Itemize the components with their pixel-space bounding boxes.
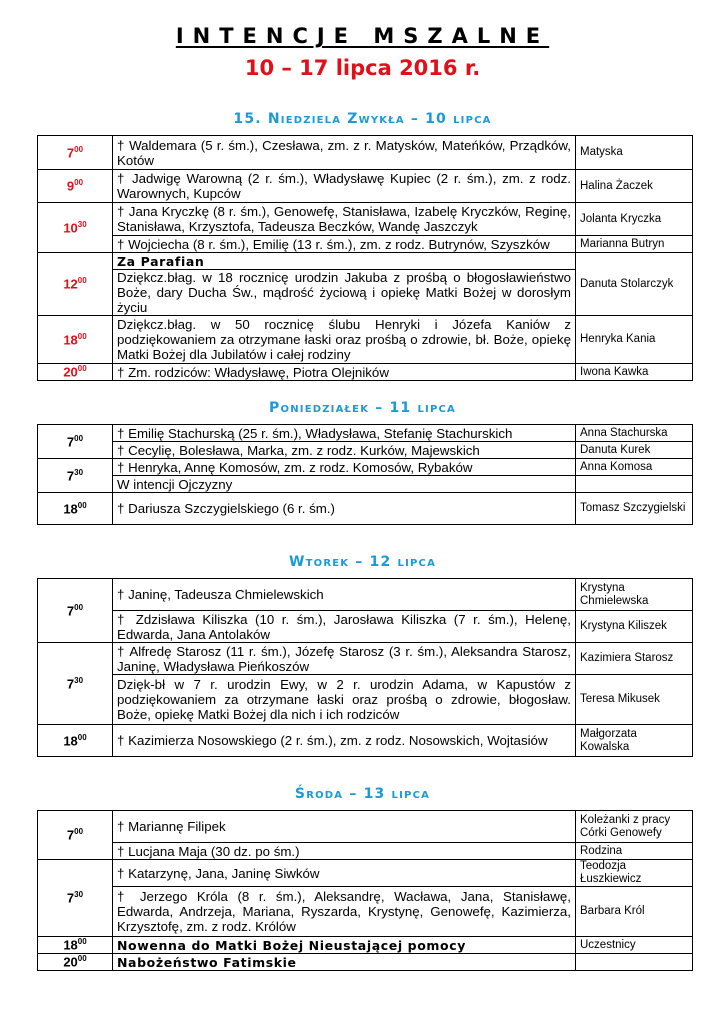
intention-text: Nabożeństwo Fatimskie bbox=[113, 954, 576, 971]
table-row bbox=[38, 725, 693, 757]
intention-text: Za Parafian bbox=[113, 253, 576, 270]
table-row bbox=[38, 459, 693, 476]
mass-time: $7^{00}$ bbox=[38, 136, 113, 170]
table-row bbox=[38, 860, 693, 887]
intention-text: † Kazimierza Nosowskiego (2 r. śm.), zm. z rodz. Nosowskich, Wojtasiów bbox=[113, 725, 576, 757]
mass-time: $18^{00}$ bbox=[38, 316, 113, 364]
requester-name: Danuta Kurek bbox=[576, 442, 693, 459]
mass-time: $20^{00}$ bbox=[38, 364, 113, 381]
section-heading-monday: Poniedziałek – 11 lipca bbox=[269, 400, 456, 416]
mass-time: $7^{30}$ bbox=[38, 459, 113, 493]
intention-text: † Waldemara (5 r. śm.), Czesława, zm. z r. Matysków, Mateńków, Prządków, Kotów bbox=[113, 136, 576, 170]
requester-name: Małgorzata Kowalska bbox=[576, 725, 693, 757]
table-row bbox=[38, 954, 693, 971]
table-row bbox=[38, 170, 693, 203]
intention-text: † Dariusza Szczygielskiego (6 r. śm.) bbox=[113, 493, 576, 525]
requester-name: Anna Komosa bbox=[576, 459, 693, 476]
mass-time: $18^{00}$ bbox=[38, 493, 113, 525]
requester-name: Marianna Butryn bbox=[576, 236, 693, 253]
requester-name: Jolanta Kryczka bbox=[576, 203, 693, 236]
table-row bbox=[38, 236, 693, 253]
mass-time: $7^{30}$ bbox=[38, 643, 113, 725]
table-row bbox=[38, 643, 693, 675]
requester-name: Halina Żaczek bbox=[576, 170, 693, 203]
intention-text: † Alfredę Starosz (11 r. śm.), Józefę Starosz (3 r. śm.), Aleksandra Starosz, Janinę, Władysława Pieńkoszów bbox=[113, 643, 576, 675]
table-row bbox=[38, 493, 693, 525]
requester-name: Barbara Król bbox=[576, 887, 693, 937]
table-row bbox=[38, 887, 693, 937]
intention-text: † Jadwigę Warowną (2 r. śm.), Władysławę Kupiec (2 r. śm.), zm. z rodz. Warownych, Kupców bbox=[113, 170, 576, 203]
intention-text: † Emilię Stachurską (25 r. śm.), Władysława, Stefanię Stachurskich bbox=[113, 425, 576, 442]
requester-name: Teresa Mikusek bbox=[576, 675, 693, 725]
requester-name bbox=[576, 954, 693, 971]
intention-text: † Lucjana Maja (30 dz. po śm.) bbox=[113, 843, 576, 860]
requester-name: Iwona Kawka bbox=[576, 364, 693, 381]
intention-text: † Henryka, Annę Komosów, zm. z rodz. Komosów, Rybaków bbox=[113, 459, 576, 476]
requester-name: Matyska bbox=[576, 136, 693, 170]
mass-time: $7^{00}$ bbox=[38, 579, 113, 643]
table-row bbox=[38, 253, 693, 270]
requester-name: Kazimiera Starosz bbox=[576, 643, 693, 675]
table-row bbox=[38, 364, 693, 381]
mass-time: $18^{00}$ bbox=[38, 937, 113, 954]
requester-name: Henryka Kania bbox=[576, 316, 693, 364]
mass-time: $10^{30}$ bbox=[38, 203, 113, 253]
requester-name: Krystyna Kiliszek bbox=[576, 611, 693, 643]
intentions-table-sunday bbox=[37, 135, 693, 381]
mass-time: $7^{00}$ bbox=[38, 811, 113, 860]
mass-time: $9^{00}$ bbox=[38, 170, 113, 203]
mass-time: $18^{00}$ bbox=[38, 725, 113, 757]
intention-text: † Janinę, Tadeusza Chmielewskich bbox=[113, 579, 576, 611]
table-row bbox=[38, 425, 693, 442]
table-row bbox=[38, 937, 693, 954]
table-row bbox=[38, 203, 693, 236]
intention-text: † Zm. rodziców: Władysławę, Piotra Olejników bbox=[113, 364, 576, 381]
section-heading-wednesday: Środa – 13 lipca bbox=[294, 786, 431, 802]
intention-text: † Mariannę Filipek bbox=[113, 811, 576, 843]
requester-name: Krystyna Chmielewska bbox=[576, 579, 693, 611]
intention-text: Dziękcz.błag. w 50 rocznicę ślubu Henryki i Józefa Kaniów z podziękowaniem za otrzymane łaski oraz prośbą o zdrowie, bł. Boże, opiekę Matki Bożej dla Jubilatów i całej rodziny bbox=[113, 316, 576, 364]
requester-name: Anna Stachurska bbox=[576, 425, 693, 442]
intention-text: † Wojciecha (8 r. śm.), Emilię (13 r. śm.), zm. z rodz. Butrynów, Szyszków bbox=[113, 236, 576, 253]
mass-time: $7^{30}$ bbox=[38, 860, 113, 937]
intention-text: Nowenna do Matki Bożej Nieustającej pomocy bbox=[113, 937, 576, 954]
requester-name: Teodozja Łuszkiewicz bbox=[576, 860, 693, 887]
intention-text: † Jana Kryczkę (8 r. śm.), Genowefę, Stanisława, Izabelę Kryczków, Reginę, Stanisława, Krzysztofa, Tadeusza Beczków, Wandę Jaszczyk bbox=[113, 203, 576, 236]
table-row bbox=[38, 675, 693, 725]
table-row bbox=[38, 442, 693, 459]
requester-name: Koleżanki z pracy Córki Genowefy bbox=[576, 811, 693, 843]
table-row bbox=[38, 316, 693, 364]
intentions-table-monday bbox=[37, 424, 693, 525]
section-heading-tuesday: Wtorek – 12 lipca bbox=[288, 554, 437, 570]
intentions-table-wednesday bbox=[37, 810, 693, 971]
intention-text: † Cecylię, Bolesława, Marka, zm. z rodz. Kurków, Majewskich bbox=[113, 442, 576, 459]
requester-name: Danuta Stolarczyk bbox=[576, 253, 693, 316]
table-row bbox=[38, 611, 693, 643]
intention-text: † Zdzisława Kiliszka (10 r. śm.), Jarosława Kiliszka (7 r. śm.), Helenę, Edwarda, Jana Antolaków bbox=[113, 611, 576, 643]
requester-name bbox=[576, 476, 693, 493]
requester-name: Tomasz Szczygielski bbox=[576, 493, 693, 525]
table-row bbox=[38, 136, 693, 170]
intention-text: † Jerzego Króla (8 r. śm.), Aleksandrę, Wacława, Jana, Stanisławę, Edwarda, Andrzeja, Mariana, Ryszarda, Krystynę, Genowefę, Kazimierza, Krzysztofę, zm. z rodz. Królów bbox=[113, 887, 576, 937]
table-row bbox=[38, 476, 693, 493]
date-range: 10 – 17 lipca 2016 r. bbox=[244, 56, 481, 80]
mass-time: $20^{00}$ bbox=[38, 954, 113, 971]
page-title: INTENCJE MSZALNE bbox=[175, 24, 550, 48]
table-row bbox=[38, 579, 693, 611]
mass-time: $7^{00}$ bbox=[38, 425, 113, 459]
intention-text: Dzięk-bł w 7 r. urodzin Ewy, w 2 r. urodzin Adama, w Kapustów z podziękowaniem za otrzymane łaski oraz prośbą o zdrowie, błogosław. Boże, opiekę Matki Bożej dla nich i ich rodziców bbox=[113, 675, 576, 725]
intention-text: † Katarzynę, Jana, Janinę Siwków bbox=[113, 860, 576, 887]
mass-time: $12^{00}$ bbox=[38, 253, 113, 316]
section-heading-sunday: 15. Niedziela Zwykła – 10 lipca bbox=[233, 111, 492, 127]
table-row bbox=[38, 811, 693, 843]
requester-name: Uczestnicy bbox=[576, 937, 693, 954]
intentions-table-tuesday bbox=[37, 578, 693, 757]
intention-text: W intencji Ojczyzny bbox=[113, 476, 576, 493]
requester-name: Rodzina bbox=[576, 843, 693, 860]
intention-text: Dziękcz.błag. w 18 rocznicę urodzin Jakuba z prośbą o błogosławieństwo Boże, dary Ducha Św., mądrość życiową i opiekę Matki Bożej w dorosłym życiu bbox=[113, 270, 576, 316]
table-row bbox=[38, 843, 693, 860]
